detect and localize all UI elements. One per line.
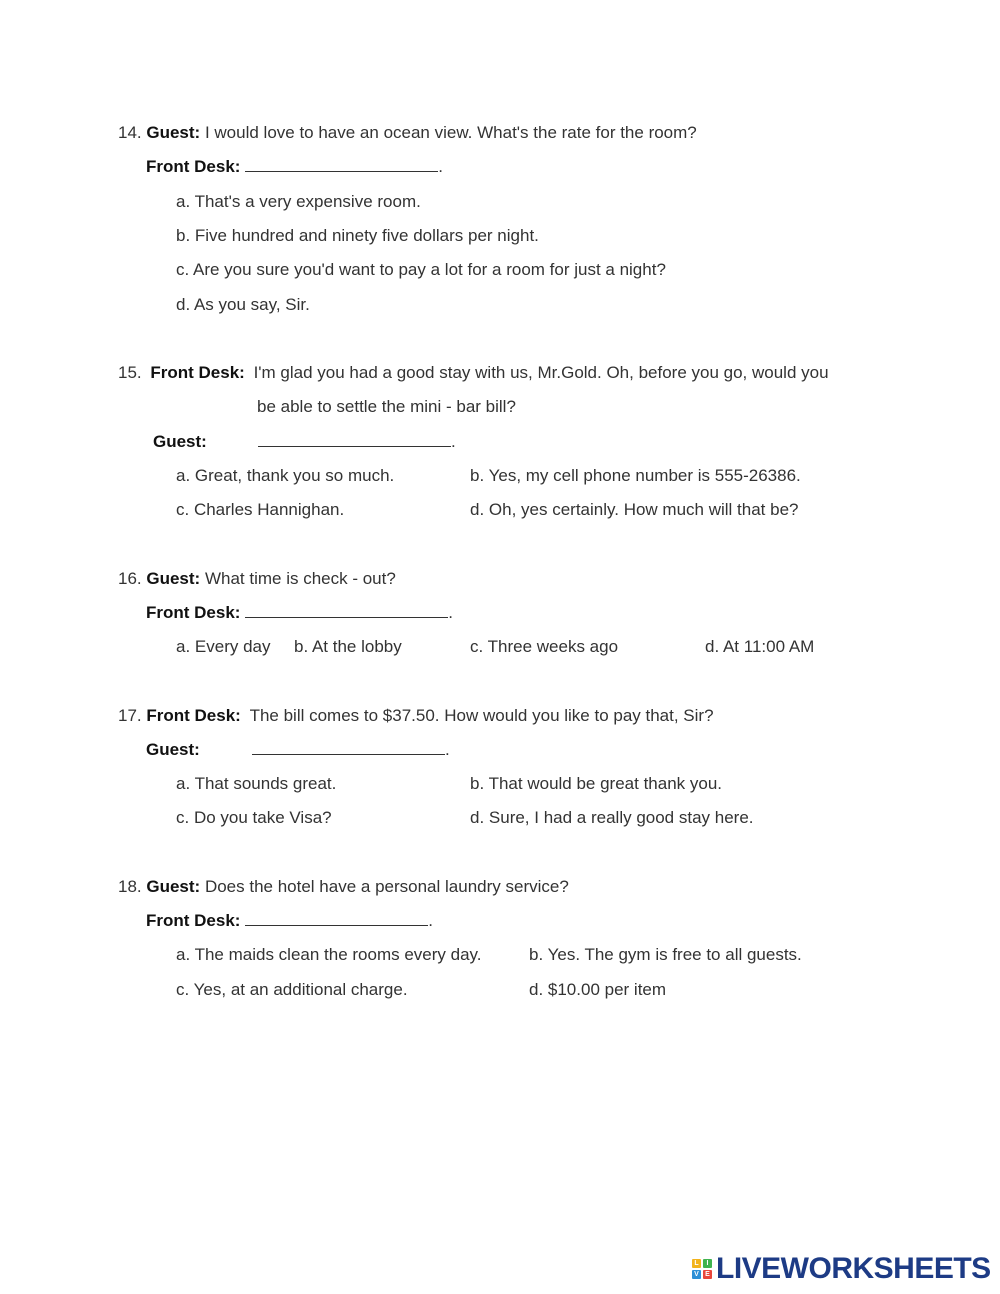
answer-blank[interactable] [245,603,448,618]
question-16-prompt [118,568,396,590]
option-b[interactable]: b. That would be great thank you. [470,774,723,793]
speaker-label: Front Desk: [150,363,245,382]
logo-icon [692,1259,712,1279]
question-17-reply [146,739,200,761]
prompt-text: What time is check - out? [204,569,396,588]
speaker-label: Front Desk: [146,706,241,725]
question-15-prompt [118,362,829,384]
prompt-text: I'm glad you had a good stay with us, Mr.Gold. Oh, before you go, would you [253,363,829,382]
question-15-blank: . [258,431,456,453]
option-b[interactable]: b. Five hundred and ninety five dollars per night. [176,226,539,245]
question-14-reply: Front Desk: . [146,157,443,176]
question-14-prompt [118,122,697,144]
logo-icon-tile: E [703,1270,712,1279]
answer-blank[interactable] [245,911,428,926]
speaker-label: Front Desk: [146,157,241,176]
option-c[interactable]: c. Charles Hannighan. [176,500,345,519]
option-c[interactable]: c. Do you take Visa? [176,808,332,827]
answer-blank[interactable] [245,157,438,172]
question-15-reply [153,431,207,453]
option-c[interactable]: c. Are you sure you'd want to pay a lot for a room for just a night? [176,260,666,279]
option-d[interactable]: d. Oh, yes certainly. How much will that be? [470,500,799,519]
logo-icon-tile: V [692,1270,701,1279]
speaker-label: Guest: [146,123,201,142]
logo-text: LIVEWORKSHEETS [716,1252,991,1285]
speaker-label: Guest: [146,877,201,896]
prompt-text: I would love to have an ocean view. What's the rate for the room? [204,123,697,142]
option-a[interactable]: a. Great, thank you so much. [176,466,395,485]
question-number: 17. [118,706,142,725]
question-number: 15. [118,363,142,382]
option-c[interactable]: c. Yes, at an additional charge. [176,980,408,999]
logo-icon-tile: L [692,1259,701,1268]
option-b[interactable]: b. Yes. The gym is free to all guests. [529,945,802,964]
question-16-reply: Front Desk: . [146,603,453,622]
option-d[interactable]: d. $10.00 per item [529,980,667,999]
question-17-prompt [118,705,714,727]
answer-blank[interactable] [252,740,445,755]
speaker-label: Front Desk: [146,911,241,930]
question-18-prompt [118,876,569,898]
prompt-text: The bill comes to $37.50. How would you like to pay that, Sir? [249,706,714,725]
speaker-label: Guest: [153,432,207,451]
option-a[interactable]: a. The maids clean the rooms every day. [176,945,482,964]
option-d[interactable]: d. As you say, Sir. [176,295,310,314]
option-c[interactable]: c. Three weeks ago [470,637,619,656]
option-d[interactable]: d. At 11:00 AM [705,637,815,656]
option-a[interactable]: a. That sounds great. [176,774,337,793]
logo-icon-tile: I [703,1259,712,1268]
speaker-label: Guest: [146,740,200,759]
question-number: 16. [118,569,142,588]
option-a[interactable]: a. Every day [176,637,271,656]
speaker-label: Guest: [146,569,201,588]
speaker-label: Front Desk: [146,603,241,622]
option-a[interactable]: a. That's a very expensive room. [176,192,421,211]
prompt-text-continued: be able to settle the mini - bar bill? [257,397,516,416]
question-17-blank: . [252,739,450,761]
option-b[interactable]: b. At the lobby [294,637,402,656]
answer-blank[interactable] [258,432,451,447]
question-18-reply: Front Desk: . [146,911,433,930]
option-b[interactable]: b. Yes, my cell phone number is 555-26386. [470,466,801,485]
liveworksheets-logo [692,1254,991,1284]
question-number: 18. [118,877,142,896]
prompt-text: Does the hotel have a personal laundry service? [204,877,569,896]
question-number: 14. [118,123,142,142]
option-d[interactable]: d. Sure, I had a really good stay here. [470,808,754,827]
